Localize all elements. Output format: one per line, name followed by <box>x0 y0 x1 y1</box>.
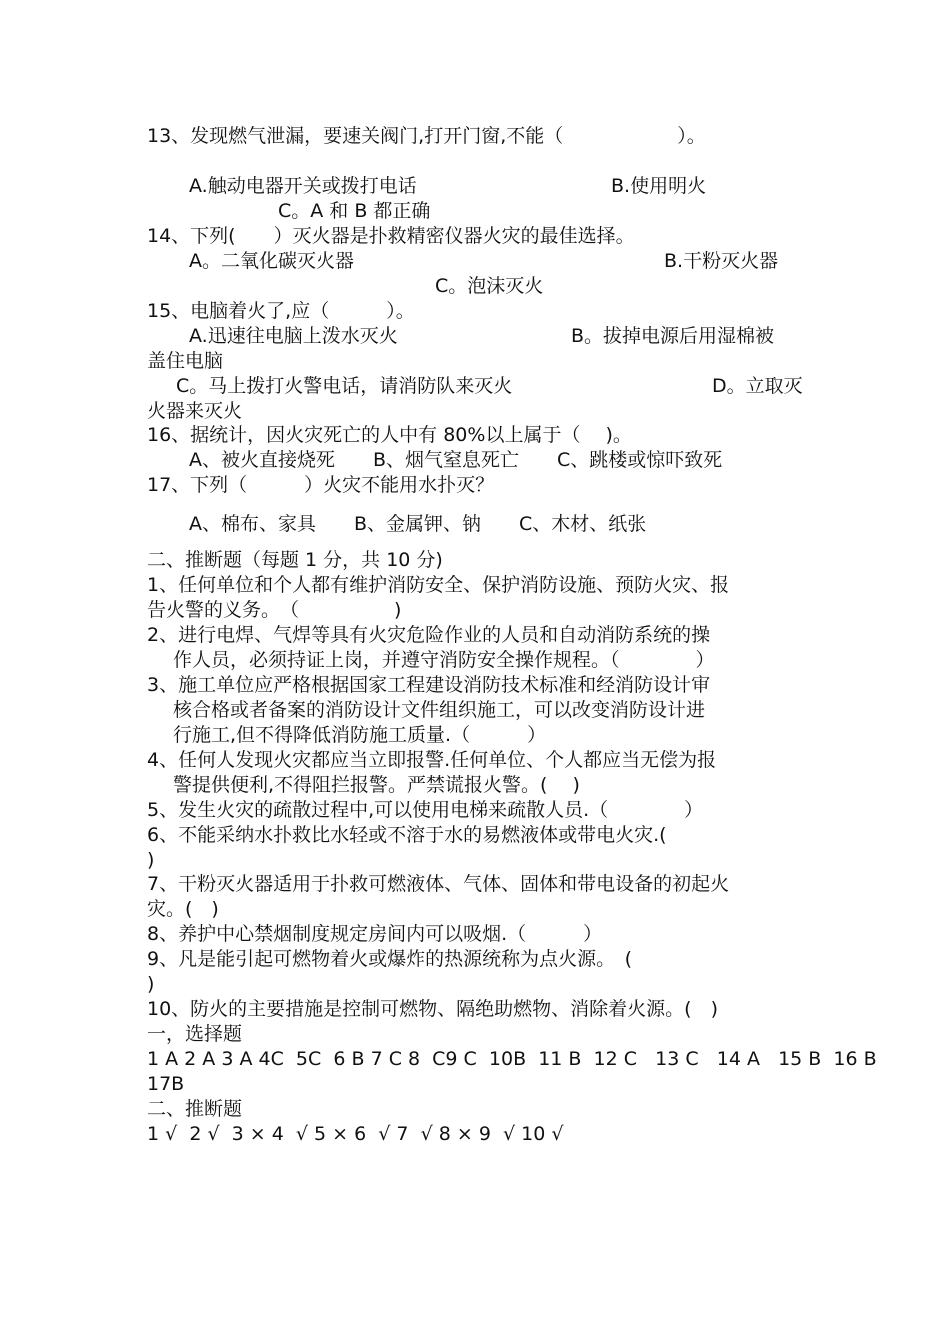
answers-choice-heading: 一，选择题 <box>147 1023 243 1045</box>
q13-option-b: B.使用明火 <box>611 175 707 197</box>
judgment-3: 3、施工单位应严格根据国家工程建设消防技术标准和经消防设计审 <box>147 674 711 696</box>
judgment-1-cont: 告火警的义务。 （ ) <box>147 599 402 621</box>
question-14: 14、下列( ）灭火器是扑救精密仪器火灾的最佳选择。 <box>147 225 635 247</box>
judgment-9: 9、凡是能引起可燃物着火或爆炸的热源统称为点火源。 ( <box>147 948 633 970</box>
judgment-7-cont: 灾。( ) <box>147 898 219 920</box>
section-judgment-heading: 二、推断题（每题 1 分，共 10 分) <box>147 549 443 571</box>
answers-choice: 1 A 2 A 3 A 4C 5C 6 B 7 C 8 C9 C 10B 11 B 12 C 13 C 14 A 15 B 16 B <box>147 1048 877 1070</box>
question-16: 16、据统计，因火灾死亡的人中有 80%以上属于（ )。 <box>147 424 632 446</box>
judgment-9-cont: ) <box>147 973 155 995</box>
q13-option-c: C。A 和 B 都正确 <box>278 200 431 222</box>
judgment-4: 4、任何人发现火灾都应当立即报警.任何单位、个人都应当无偿为报 <box>147 749 717 771</box>
judgment-2: 2、进行电焊、气焊等具有火灾危险作业的人员和自动消防系统的操 <box>147 624 711 646</box>
question-15: 15、电脑着火了,应（ ）。 <box>147 300 415 322</box>
q16-options: A、被火直接烧死 B、烟气窒息死亡 C、跳楼或惊吓致死 <box>189 449 723 471</box>
q15-option-a: A.迅速往电脑上泼水灭火 <box>189 325 398 347</box>
judgment-8: 8、养护中心禁烟制度规定房间内可以吸烟.（ ） <box>147 923 603 945</box>
q15-option-b: B。拔掉电源后用湿棉被 <box>571 325 775 347</box>
judgment-2-cont: 作人员，必须持证上岗，并遵守消防安全操作规程。（ ） <box>173 649 715 671</box>
q17-options: A、棉布、家具 B、金属钾、钠 C、木材、纸张 <box>189 513 647 535</box>
judgment-10: 10、防火的主要措施是控制可燃物、隔绝助燃物、消除着火源。( ) <box>147 998 719 1020</box>
answers-judgment: 1 √ 2 √ 3 × 4 √ 5 × 6 √ 7 √ 8 × 9 √ 10 √ <box>147 1123 564 1145</box>
judgment-7: 7、干粉灭火器适用于扑救可燃液体、气体、固体和带电设备的初起火 <box>147 873 730 895</box>
q15-option-c: C。马上拨打火警电话，请消防队来灭火 <box>176 375 513 397</box>
question-17: 17、下列（ ）火灾不能用水扑灭？ <box>147 474 495 496</box>
q15-option-d-cont: 火器来灭火 <box>147 400 243 422</box>
judgment-6: 6、不能采纳水扑救比水轻或不溶于水的易燃液体或带电火灾.( <box>147 824 667 846</box>
judgment-5: 5、发生火灾的疏散过程中,可以使用电梯来疏散人员.（ ） <box>147 799 704 821</box>
answers-choice-cont: 17B <box>147 1073 185 1095</box>
q15-option-d: D。立取灭 <box>712 375 803 397</box>
question-13: 13、发现燃气泄漏，要速关阀门,打开门窗,不能（ ）。 <box>147 125 706 147</box>
judgment-3-cont2: 行施工,但不得降低消防施工质量.（ ） <box>173 724 547 746</box>
q13-option-a: A.触动电器开关或拨打电话 <box>189 175 417 197</box>
judgment-1: 1、任何单位和个人都有维护消防安全、保护消防设施、预防火灾、报 <box>147 574 730 596</box>
q14-option-c: C。泡沫灭火 <box>435 275 544 297</box>
judgment-4-cont: 警提供便利,不得阻拦报警。严禁谎报火警。( ) <box>173 774 580 796</box>
q14-option-b: B.干粉灭火器 <box>664 250 779 272</box>
judgment-6-cont: ) <box>147 849 155 871</box>
judgment-3-cont: 核合格或者备案的消防设计文件组织施工，可以改变消防设计进 <box>173 699 706 721</box>
q14-option-a: A。二氧化碳灭火器 <box>189 250 354 272</box>
answers-judgment-heading: 二、推断题 <box>147 1098 243 1120</box>
q15-option-b-cont: 盖住电脑 <box>147 350 224 372</box>
